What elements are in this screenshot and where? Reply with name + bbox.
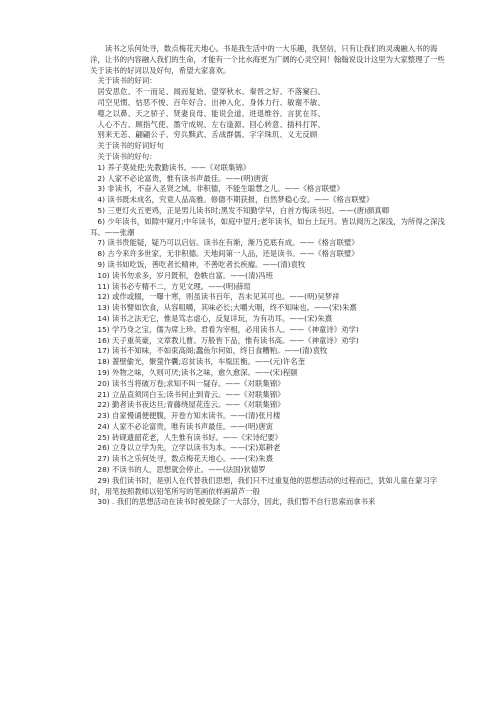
sentence-item: 2) 人家不必论富贵，惟有读书声最佳。——(明)唐寅	[97, 173, 269, 183]
intro-paragraph: 读书之乐何处寻，数点梅花天地心。书是我生活中的一大乐趣，我坚信，只有让我们的灵魂融入书的海洋，让书的内容融入我们的生命，才能有一个比水海更为广阔的心灵空间！翰翰说设计这里为大家整理了一些关于读书的好词以及好句，希望大家喜欢。	[90, 44, 445, 75]
heading-words: 关于读书的好词：	[97, 76, 157, 86]
word-line: 噬之以鼻、天之骄子、贤妻良母、能说会道、进退维谷、言犹在耳、	[97, 108, 326, 118]
sentence-item: 14) 读书之法无它，惟是笃志虚心，反复详玩，为有功耳。——(宋)朱熹	[97, 313, 333, 323]
sentence-item: 19) 外物之味，久则可厌;读书之味，愈久愈深。——(宋)程颐	[97, 367, 298, 377]
sentence-item: 28) 不读书的人，思想就会停止。——(法国)狄德罗	[97, 465, 266, 475]
word-list	[90, 87, 446, 141]
sentence-item: 5) 三更灯火五更鸡，正是男儿读书时;黑发不知勤学早，白首方悔读书迟。——(唐)颜真卿	[97, 205, 390, 215]
sentence-item: 21) 立品直须同白玉;读书何止到青云。——《对联集锦》	[97, 389, 285, 399]
sentence-item: 15) 学乃身之宝，儒为席上珍。君看为宰相，必用读书人。——《神童诗》劝学)	[97, 324, 359, 334]
sentence-item: 7) 读书贵能疑，疑乃可以启信。读书在有渐，渐乃克底有成。——《格言联璧》	[97, 238, 359, 248]
sentence-item: 17) 读书不知味，不如束高阁;蠢鱼尔何如，终日食糟粕。——(清)袁牧	[97, 346, 328, 356]
sentence-item: 23) 自家慢诵便便腹，开卷方知未读书。——(清)张月楼	[97, 411, 281, 421]
word-line: 司空见惯、怙恶不悛、百年好合、出神入化、身体力行、敏谢不敏、	[97, 97, 326, 107]
sentence-item: 9) 读书如吃饭，善吃者长精神，不善吃者长疾瘤。——(清)袁牧	[97, 259, 306, 269]
sentence-item: 30) . 我们的思想活动在读书时被免除了一大部分，因此，我们暂不自行思索而拿书来	[97, 497, 376, 507]
sentence-item: 24) 人家不必论富贵，唯有读书声最佳。——(明)唐寅	[97, 421, 273, 431]
word-line: 居安思危、不一而足、闻而复始、望穿秋水、秦晋之好、不落窠臼、	[97, 87, 326, 97]
word-line: 人心不古、顾指气使、墨守成规、左右逢源、回心转意、插科打诨、	[97, 119, 326, 129]
sentence-item: 8) 古今来许多世家，无非积德。天地间第一人品，还是读书。——《格言联璧》	[97, 249, 359, 259]
sentence-item: 16) 天子重英豪，文章教儿曹。万般皆下品，惟有读书高。——《神童诗》劝学)	[97, 335, 359, 345]
sentence-item: 20) 读书当将破万卷;求知不叫一疑存。——《对联集锦》	[97, 378, 285, 388]
heading-sentences: 关于读书的好句：	[97, 151, 157, 161]
sentence-item: 10) 读书勿求多，岁月既积，卷帙自富。——(清)冯班	[97, 270, 273, 280]
word-line: 别来无恙、翩翩公子、穷兵黩武、舌战群儒、字字珠玑、义无反顾	[97, 130, 318, 140]
heading-good: 关于读书的好词好句	[97, 141, 164, 151]
sentence-item: 6) 少年读书，如隙中窥月;中年读书，如庭中望月;老年读书，如台上玩月。皆以阅历之深浅，为所得之深浅耳。——张潮	[90, 216, 445, 237]
sentence-item: 4) 读书既未成名，究竟人品高雅。修德不期获报，自然梦稳心安。——《格言联璧》	[97, 195, 374, 205]
sentence-item: 25) 砖砚遗韶花老，人生惟有读书好。——《宋诗纪要》	[97, 432, 283, 442]
sentence-item: 22) 勤者读书夜达旦;青藤绕屋花连云。——《对联集锦》	[97, 400, 285, 410]
sentence-item: 12) 或作或辍，一曝十寒，则虽读书百年，吾未见其可也。——(明)吴梦祥	[97, 292, 340, 302]
sentence-item: 29) 我们读书时，是别人在代替我们思想，我们只不过重复他的思想活动的过程而已，犹如儿童在蒙习字时，用笔按照教师以铅笔所写的笔画依样画葫芦一般	[90, 475, 438, 496]
sentence-item: 1) 养子莫徒使;先教勤读书。——《对联集锦》	[97, 162, 251, 172]
sentence-item: 13) 读书譬如饮食，从容咀嚼，其味必长;大嚼大咽，终不知味也。——(宋)朱熹	[97, 303, 357, 313]
sentence-item: 18) 蔷壁偷光，聚萤作囊;忍贫读书，车胤匡衡。——(元)许名奎	[97, 357, 306, 367]
sentence-item: 3) 非读书，不奋入圣贤之域。非积德，不能生聪慧之儿。——《格言联璧》	[97, 184, 344, 194]
sentence-item: 27) 读书之乐何处寻，数点梅花天地心。——(宋)朱熹	[97, 454, 273, 464]
sentence-item: 11) 读书必专精不二，方见文理。——(明)薛瑄	[97, 281, 251, 291]
sentence-item: 26) 立身以立学为先，立学以读书为本。——(宋)郑耕老	[97, 443, 281, 453]
sentence-list	[90, 163, 446, 509]
